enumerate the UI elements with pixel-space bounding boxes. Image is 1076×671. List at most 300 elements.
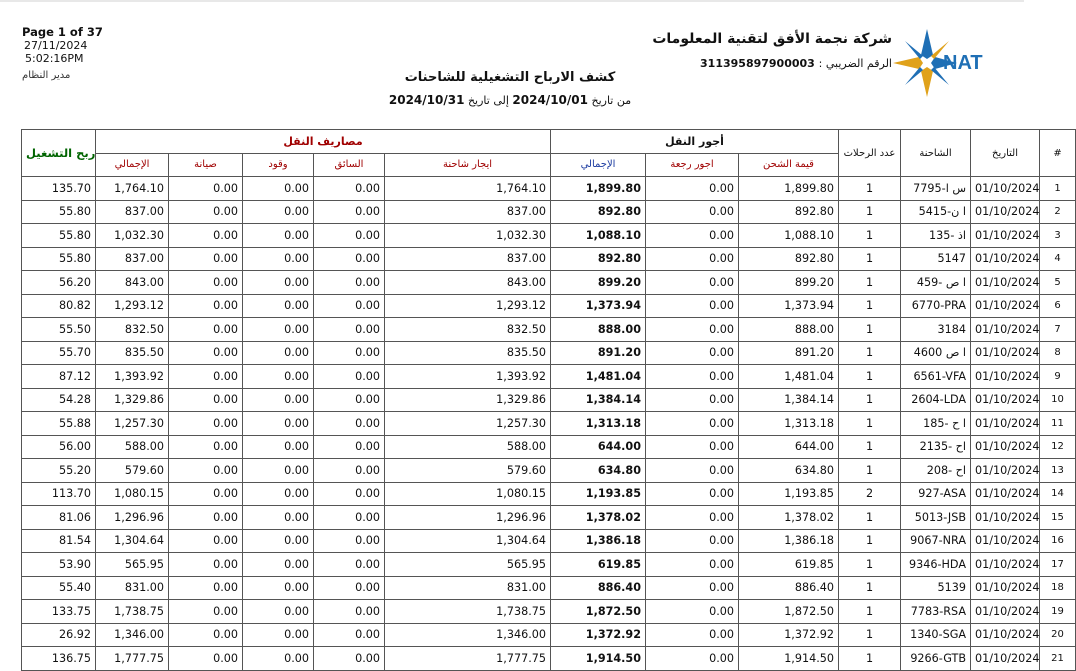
cell-freight-value: 1,313.18 bbox=[739, 412, 839, 436]
cell-return-fare: 0.00 bbox=[646, 271, 739, 295]
cell-driver: 0.00 bbox=[314, 553, 385, 577]
cell-fuel: 0.00 bbox=[243, 412, 314, 436]
table-row bbox=[22, 529, 1076, 553]
cell-trips: 1 bbox=[839, 271, 901, 295]
cell-fuel: 0.00 bbox=[243, 600, 314, 624]
cell-truck-rent: 1,080.15 bbox=[385, 482, 551, 506]
table-row bbox=[22, 435, 1076, 459]
cell-maintenance: 0.00 bbox=[169, 271, 243, 295]
col-date: التاريخ bbox=[971, 130, 1040, 177]
cell-expense-total: 1,346.00 bbox=[96, 623, 169, 647]
cell-truck: 9266-GTB bbox=[901, 647, 971, 671]
cell-index: 18 bbox=[1040, 576, 1076, 600]
cell-index: 20 bbox=[1040, 623, 1076, 647]
cell-freight-value: 1,378.02 bbox=[739, 506, 839, 530]
cell-profit: 81.54 bbox=[22, 529, 96, 553]
tax-label: الرقم الضريبي : bbox=[818, 57, 892, 70]
cell-fuel: 0.00 bbox=[243, 224, 314, 248]
cell-index: 15 bbox=[1040, 506, 1076, 530]
cell-freight-value: 892.80 bbox=[739, 200, 839, 224]
col-freight-value: قيمة الشحن bbox=[739, 153, 839, 177]
cell-index: 19 bbox=[1040, 600, 1076, 624]
cell-maintenance: 0.00 bbox=[169, 529, 243, 553]
col-truck: الشاحنة bbox=[901, 130, 971, 177]
cell-date: 01/10/2024 bbox=[971, 647, 1040, 671]
cell-truck-rent: 588.00 bbox=[385, 435, 551, 459]
cell-revenue-total: 1,914.50 bbox=[551, 647, 646, 671]
cell-index: 13 bbox=[1040, 459, 1076, 483]
col-truck-rent: ايجار شاحنة bbox=[385, 153, 551, 177]
cell-truck-rent: 1,304.64 bbox=[385, 529, 551, 553]
from-label: من تاريخ bbox=[591, 94, 632, 107]
tax-line bbox=[652, 57, 892, 70]
cell-fuel: 0.00 bbox=[243, 459, 314, 483]
cell-fuel: 0.00 bbox=[243, 529, 314, 553]
table-row bbox=[22, 506, 1076, 530]
cell-trips: 1 bbox=[839, 553, 901, 577]
table-row bbox=[22, 318, 1076, 342]
cell-driver: 0.00 bbox=[314, 341, 385, 365]
cell-return-fare: 0.00 bbox=[646, 247, 739, 271]
cell-driver: 0.00 bbox=[314, 318, 385, 342]
cell-date: 01/10/2024 bbox=[971, 224, 1040, 248]
cell-index: 3 bbox=[1040, 224, 1076, 248]
cell-expense-total: 1,032.30 bbox=[96, 224, 169, 248]
cell-truck: 135- اذ bbox=[901, 224, 971, 248]
cell-index: 12 bbox=[1040, 435, 1076, 459]
cell-freight-value: 1,088.10 bbox=[739, 224, 839, 248]
cell-maintenance: 0.00 bbox=[169, 553, 243, 577]
cell-trips: 1 bbox=[839, 506, 901, 530]
cell-truck: 5415-ا ن bbox=[901, 200, 971, 224]
cell-return-fare: 0.00 bbox=[646, 506, 739, 530]
col-driver: السائق bbox=[314, 153, 385, 177]
cell-driver: 0.00 bbox=[314, 388, 385, 412]
table-row bbox=[22, 294, 1076, 318]
cell-driver: 0.00 bbox=[314, 247, 385, 271]
cell-freight-value: 888.00 bbox=[739, 318, 839, 342]
cell-driver: 0.00 bbox=[314, 294, 385, 318]
cell-return-fare: 0.00 bbox=[646, 623, 739, 647]
table-row bbox=[22, 576, 1076, 600]
cell-truck: 927-ASA bbox=[901, 482, 971, 506]
cell-revenue-total: 1,899.80 bbox=[551, 177, 646, 201]
cell-date: 01/10/2024 bbox=[971, 459, 1040, 483]
table-row bbox=[22, 200, 1076, 224]
table-row bbox=[22, 177, 1076, 201]
cell-expense-total: 1,304.64 bbox=[96, 529, 169, 553]
cell-expense-total: 1,393.92 bbox=[96, 365, 169, 389]
tax-number: 311395897900003 bbox=[700, 57, 815, 70]
cell-maintenance: 0.00 bbox=[169, 412, 243, 436]
cell-truck: 3184 bbox=[901, 318, 971, 342]
cell-return-fare: 0.00 bbox=[646, 341, 739, 365]
cell-profit: 55.50 bbox=[22, 318, 96, 342]
page-info bbox=[22, 26, 103, 82]
company-block bbox=[652, 31, 892, 70]
cell-trips: 1 bbox=[839, 576, 901, 600]
cell-profit: 56.00 bbox=[22, 435, 96, 459]
cell-truck: 5139 bbox=[901, 576, 971, 600]
cell-date: 01/10/2024 bbox=[971, 341, 1040, 365]
cell-maintenance: 0.00 bbox=[169, 247, 243, 271]
cell-fuel: 0.00 bbox=[243, 294, 314, 318]
cell-profit: 26.92 bbox=[22, 623, 96, 647]
table-row bbox=[22, 623, 1076, 647]
cell-fuel: 0.00 bbox=[243, 553, 314, 577]
cell-profit: 56.20 bbox=[22, 271, 96, 295]
cell-profit: 135.70 bbox=[22, 177, 96, 201]
cell-return-fare: 0.00 bbox=[646, 600, 739, 624]
cell-freight-value: 1,481.04 bbox=[739, 365, 839, 389]
cell-maintenance: 0.00 bbox=[169, 294, 243, 318]
cell-freight-value: 891.20 bbox=[739, 341, 839, 365]
cell-truck-rent: 837.00 bbox=[385, 200, 551, 224]
cell-date: 01/10/2024 bbox=[971, 200, 1040, 224]
to-date: 2024/10/31 bbox=[388, 93, 465, 107]
cell-return-fare: 0.00 bbox=[646, 412, 739, 436]
cell-profit: 55.88 bbox=[22, 412, 96, 436]
cell-index: 21 bbox=[1040, 647, 1076, 671]
table-row bbox=[22, 600, 1076, 624]
cell-trips: 1 bbox=[839, 247, 901, 271]
cell-fuel: 0.00 bbox=[243, 435, 314, 459]
cell-truck: 208- اح bbox=[901, 459, 971, 483]
cell-revenue-total: 886.40 bbox=[551, 576, 646, 600]
cell-maintenance: 0.00 bbox=[169, 600, 243, 624]
cell-date: 01/10/2024 bbox=[971, 482, 1040, 506]
cell-freight-value: 634.80 bbox=[739, 459, 839, 483]
col-return-fare: اجور رجعة bbox=[646, 153, 739, 177]
cell-freight-value: 1,372.92 bbox=[739, 623, 839, 647]
cell-freight-value: 619.85 bbox=[739, 553, 839, 577]
cell-trips: 1 bbox=[839, 365, 901, 389]
table-row bbox=[22, 647, 1076, 671]
cell-expense-total: 843.00 bbox=[96, 271, 169, 295]
cell-expense-total: 579.60 bbox=[96, 459, 169, 483]
cell-index: 4 bbox=[1040, 247, 1076, 271]
cell-expense-total: 832.50 bbox=[96, 318, 169, 342]
page-number: Page 1 of 37 bbox=[22, 25, 103, 39]
cell-return-fare: 0.00 bbox=[646, 553, 739, 577]
cell-driver: 0.00 bbox=[314, 412, 385, 436]
cell-trips: 1 bbox=[839, 529, 901, 553]
table-row bbox=[22, 459, 1076, 483]
cell-freight-value: 899.20 bbox=[739, 271, 839, 295]
cell-expense-total: 588.00 bbox=[96, 435, 169, 459]
cell-return-fare: 0.00 bbox=[646, 459, 739, 483]
cell-truck-rent: 1,393.92 bbox=[385, 365, 551, 389]
table-row bbox=[22, 412, 1076, 436]
cell-fuel: 0.00 bbox=[243, 506, 314, 530]
cell-truck: 2135- اح bbox=[901, 435, 971, 459]
cell-revenue-total: 1,386.18 bbox=[551, 529, 646, 553]
cell-driver: 0.00 bbox=[314, 435, 385, 459]
cell-index: 16 bbox=[1040, 529, 1076, 553]
cell-return-fare: 0.00 bbox=[646, 294, 739, 318]
col-expense-total: الإجمالي bbox=[96, 153, 169, 177]
cell-maintenance: 0.00 bbox=[169, 318, 243, 342]
cell-expense-total: 837.00 bbox=[96, 200, 169, 224]
cell-revenue-total: 1,193.85 bbox=[551, 482, 646, 506]
cell-index: 7 bbox=[1040, 318, 1076, 342]
cell-freight-value: 1,872.50 bbox=[739, 600, 839, 624]
cell-revenue-total: 1,872.50 bbox=[551, 600, 646, 624]
cell-profit: 80.82 bbox=[22, 294, 96, 318]
table-row bbox=[22, 365, 1076, 389]
cell-driver: 0.00 bbox=[314, 200, 385, 224]
cell-trips: 1 bbox=[839, 341, 901, 365]
cell-trips: 1 bbox=[839, 294, 901, 318]
cell-fuel: 0.00 bbox=[243, 482, 314, 506]
cell-trips: 1 bbox=[839, 459, 901, 483]
cell-driver: 0.00 bbox=[314, 224, 385, 248]
top-border bbox=[0, 0, 1024, 2]
table-row bbox=[22, 388, 1076, 412]
cell-date: 01/10/2024 bbox=[971, 506, 1040, 530]
cell-return-fare: 0.00 bbox=[646, 365, 739, 389]
cell-date: 01/10/2024 bbox=[971, 365, 1040, 389]
cell-expense-total: 835.50 bbox=[96, 341, 169, 365]
cell-date: 01/10/2024 bbox=[971, 177, 1040, 201]
cell-profit: 55.70 bbox=[22, 341, 96, 365]
cell-date: 01/10/2024 bbox=[971, 294, 1040, 318]
cell-truck: 6770-PRA bbox=[901, 294, 971, 318]
table-row bbox=[22, 482, 1076, 506]
cell-profit: 53.90 bbox=[22, 553, 96, 577]
cell-maintenance: 0.00 bbox=[169, 365, 243, 389]
cell-truck-rent: 1,738.75 bbox=[385, 600, 551, 624]
cell-trips: 1 bbox=[839, 647, 901, 671]
cell-fuel: 0.00 bbox=[243, 341, 314, 365]
cell-driver: 0.00 bbox=[314, 576, 385, 600]
cell-date: 01/10/2024 bbox=[971, 247, 1040, 271]
cell-truck: 5147 bbox=[901, 247, 971, 271]
cell-return-fare: 0.00 bbox=[646, 647, 739, 671]
cell-truck-rent: 1,764.10 bbox=[385, 177, 551, 201]
cell-truck: 2604-LDA bbox=[901, 388, 971, 412]
cell-return-fare: 0.00 bbox=[646, 576, 739, 600]
cell-expense-total: 1,329.86 bbox=[96, 388, 169, 412]
cell-return-fare: 0.00 bbox=[646, 435, 739, 459]
cell-expense-total: 1,738.75 bbox=[96, 600, 169, 624]
cell-expense-total: 1,777.75 bbox=[96, 647, 169, 671]
cell-index: 5 bbox=[1040, 271, 1076, 295]
cell-truck: 7783-RSA bbox=[901, 600, 971, 624]
cell-fuel: 0.00 bbox=[243, 576, 314, 600]
cell-truck-rent: 1,257.30 bbox=[385, 412, 551, 436]
col-fuel: وقود bbox=[243, 153, 314, 177]
cell-trips: 2 bbox=[839, 482, 901, 506]
cell-return-fare: 0.00 bbox=[646, 177, 739, 201]
cell-index: 11 bbox=[1040, 412, 1076, 436]
cell-driver: 0.00 bbox=[314, 506, 385, 530]
cell-freight-value: 644.00 bbox=[739, 435, 839, 459]
col-trips: عدد الرحلات bbox=[839, 130, 901, 177]
cell-fuel: 0.00 bbox=[243, 647, 314, 671]
cell-truck-rent: 1,293.12 bbox=[385, 294, 551, 318]
cell-profit: 55.80 bbox=[22, 224, 96, 248]
cell-fuel: 0.00 bbox=[243, 623, 314, 647]
company-name: شركة نجمة الأفق لتقنية المعلومات bbox=[652, 31, 892, 47]
cell-revenue-total: 892.80 bbox=[551, 200, 646, 224]
cell-truck-rent: 843.00 bbox=[385, 271, 551, 295]
cell-truck-rent: 1,329.86 bbox=[385, 388, 551, 412]
cell-trips: 1 bbox=[839, 177, 901, 201]
cell-freight-value: 1,899.80 bbox=[739, 177, 839, 201]
report-table bbox=[21, 129, 1076, 671]
cell-revenue-total: 888.00 bbox=[551, 318, 646, 342]
cell-truck: 9067-NRA bbox=[901, 529, 971, 553]
cell-index: 6 bbox=[1040, 294, 1076, 318]
cell-fuel: 0.00 bbox=[243, 271, 314, 295]
cell-trips: 1 bbox=[839, 388, 901, 412]
cell-freight-value: 886.40 bbox=[739, 576, 839, 600]
cell-driver: 0.00 bbox=[314, 482, 385, 506]
cell-revenue-total: 1,088.10 bbox=[551, 224, 646, 248]
cell-maintenance: 0.00 bbox=[169, 200, 243, 224]
cell-maintenance: 0.00 bbox=[169, 388, 243, 412]
cell-index: 1 bbox=[1040, 177, 1076, 201]
cell-fuel: 0.00 bbox=[243, 365, 314, 389]
cell-truck: 459- ا ص bbox=[901, 271, 971, 295]
col-maintenance: صيانة bbox=[169, 153, 243, 177]
cell-truck-rent: 579.60 bbox=[385, 459, 551, 483]
table-row bbox=[22, 247, 1076, 271]
cell-driver: 0.00 bbox=[314, 459, 385, 483]
cell-profit: 55.20 bbox=[22, 459, 96, 483]
cell-revenue-total: 892.80 bbox=[551, 247, 646, 271]
table-row bbox=[22, 553, 1076, 577]
print-date: 27/11/2024 bbox=[24, 39, 88, 52]
cell-maintenance: 0.00 bbox=[169, 647, 243, 671]
table-row bbox=[22, 341, 1076, 365]
cell-revenue-total: 891.20 bbox=[551, 341, 646, 365]
cell-maintenance: 0.00 bbox=[169, 341, 243, 365]
cell-fuel: 0.00 bbox=[243, 388, 314, 412]
cell-expense-total: 1,293.12 bbox=[96, 294, 169, 318]
cell-return-fare: 0.00 bbox=[646, 529, 739, 553]
cell-expense-total: 1,764.10 bbox=[96, 177, 169, 201]
cell-expense-total: 1,257.30 bbox=[96, 412, 169, 436]
cell-return-fare: 0.00 bbox=[646, 388, 739, 412]
cell-expense-total: 565.95 bbox=[96, 553, 169, 577]
cell-freight-value: 1,193.85 bbox=[739, 482, 839, 506]
cell-driver: 0.00 bbox=[314, 647, 385, 671]
cell-freight-value: 892.80 bbox=[739, 247, 839, 271]
table-row bbox=[22, 271, 1076, 295]
cell-maintenance: 0.00 bbox=[169, 506, 243, 530]
cell-profit: 54.28 bbox=[22, 388, 96, 412]
cell-truck-rent: 1,296.96 bbox=[385, 506, 551, 530]
cell-date: 01/10/2024 bbox=[971, 600, 1040, 624]
cell-profit: 55.80 bbox=[22, 247, 96, 271]
cell-index: 2 bbox=[1040, 200, 1076, 224]
cell-profit: 113.70 bbox=[22, 482, 96, 506]
cell-index: 9 bbox=[1040, 365, 1076, 389]
cell-truck-rent: 565.95 bbox=[385, 553, 551, 577]
cell-profit: 136.75 bbox=[22, 647, 96, 671]
cell-truck: 9346-HDA bbox=[901, 553, 971, 577]
cell-revenue-total: 619.85 bbox=[551, 553, 646, 577]
cell-truck: 5013-JSB bbox=[901, 506, 971, 530]
cell-maintenance: 0.00 bbox=[169, 623, 243, 647]
cell-freight-value: 1,386.18 bbox=[739, 529, 839, 553]
cell-index: 17 bbox=[1040, 553, 1076, 577]
cell-revenue-total: 1,373.94 bbox=[551, 294, 646, 318]
cell-expense-total: 1,080.15 bbox=[96, 482, 169, 506]
cell-revenue-total: 899.20 bbox=[551, 271, 646, 295]
to-label: إلى تاريخ bbox=[467, 94, 509, 107]
cell-maintenance: 0.00 bbox=[169, 576, 243, 600]
cell-index: 14 bbox=[1040, 482, 1076, 506]
cell-revenue-total: 1,378.02 bbox=[551, 506, 646, 530]
cell-expense-total: 837.00 bbox=[96, 247, 169, 271]
cell-date: 01/10/2024 bbox=[971, 623, 1040, 647]
cell-freight-value: 1,373.94 bbox=[739, 294, 839, 318]
cell-driver: 0.00 bbox=[314, 177, 385, 201]
cell-fuel: 0.00 bbox=[243, 247, 314, 271]
cell-truck-rent: 837.00 bbox=[385, 247, 551, 271]
cell-truck: 7795-س ا bbox=[901, 177, 971, 201]
cell-return-fare: 0.00 bbox=[646, 224, 739, 248]
cell-return-fare: 0.00 bbox=[646, 482, 739, 506]
cell-return-fare: 0.00 bbox=[646, 318, 739, 342]
cell-truck-rent: 832.50 bbox=[385, 318, 551, 342]
cell-fuel: 0.00 bbox=[243, 200, 314, 224]
cell-trips: 1 bbox=[839, 412, 901, 436]
cell-profit: 81.06 bbox=[22, 506, 96, 530]
cell-freight-value: 1,384.14 bbox=[739, 388, 839, 412]
cell-maintenance: 0.00 bbox=[169, 459, 243, 483]
cell-index: 8 bbox=[1040, 341, 1076, 365]
cell-revenue-total: 634.80 bbox=[551, 459, 646, 483]
col-revenue-total: الإجمالي bbox=[551, 153, 646, 177]
logo-text: NAT bbox=[943, 52, 983, 74]
cell-return-fare: 0.00 bbox=[646, 200, 739, 224]
cell-revenue-total: 1,481.04 bbox=[551, 365, 646, 389]
cell-revenue-total: 1,313.18 bbox=[551, 412, 646, 436]
cell-profit: 55.80 bbox=[22, 200, 96, 224]
cell-maintenance: 0.00 bbox=[169, 482, 243, 506]
report-title: كشف الارباح التشغيلية للشاحنات bbox=[404, 70, 616, 85]
cell-date: 01/10/2024 bbox=[971, 318, 1040, 342]
cell-date: 01/10/2024 bbox=[971, 435, 1040, 459]
cell-date: 01/10/2024 bbox=[971, 529, 1040, 553]
cell-driver: 0.00 bbox=[314, 600, 385, 624]
cell-profit: 133.75 bbox=[22, 600, 96, 624]
cell-truck: 6561-VFA bbox=[901, 365, 971, 389]
cell-truck: 4600 ا ص bbox=[901, 341, 971, 365]
cell-driver: 0.00 bbox=[314, 365, 385, 389]
cell-revenue-total: 644.00 bbox=[551, 435, 646, 459]
from-date: 2024/10/01 bbox=[512, 93, 588, 107]
cell-driver: 0.00 bbox=[314, 529, 385, 553]
cell-fuel: 0.00 bbox=[243, 318, 314, 342]
cell-truck: 1340-SGA bbox=[901, 623, 971, 647]
report-title-block bbox=[380, 70, 640, 107]
date-range bbox=[380, 93, 640, 107]
cell-revenue-total: 1,372.92 bbox=[551, 623, 646, 647]
cell-date: 01/10/2024 bbox=[971, 271, 1040, 295]
cell-date: 01/10/2024 bbox=[971, 412, 1040, 436]
cell-truck-rent: 1,777.75 bbox=[385, 647, 551, 671]
cell-trips: 1 bbox=[839, 200, 901, 224]
table-row bbox=[22, 224, 1076, 248]
print-time: 5:02:16PM bbox=[25, 52, 84, 65]
report-rows bbox=[22, 177, 1076, 671]
cell-fuel: 0.00 bbox=[243, 177, 314, 201]
